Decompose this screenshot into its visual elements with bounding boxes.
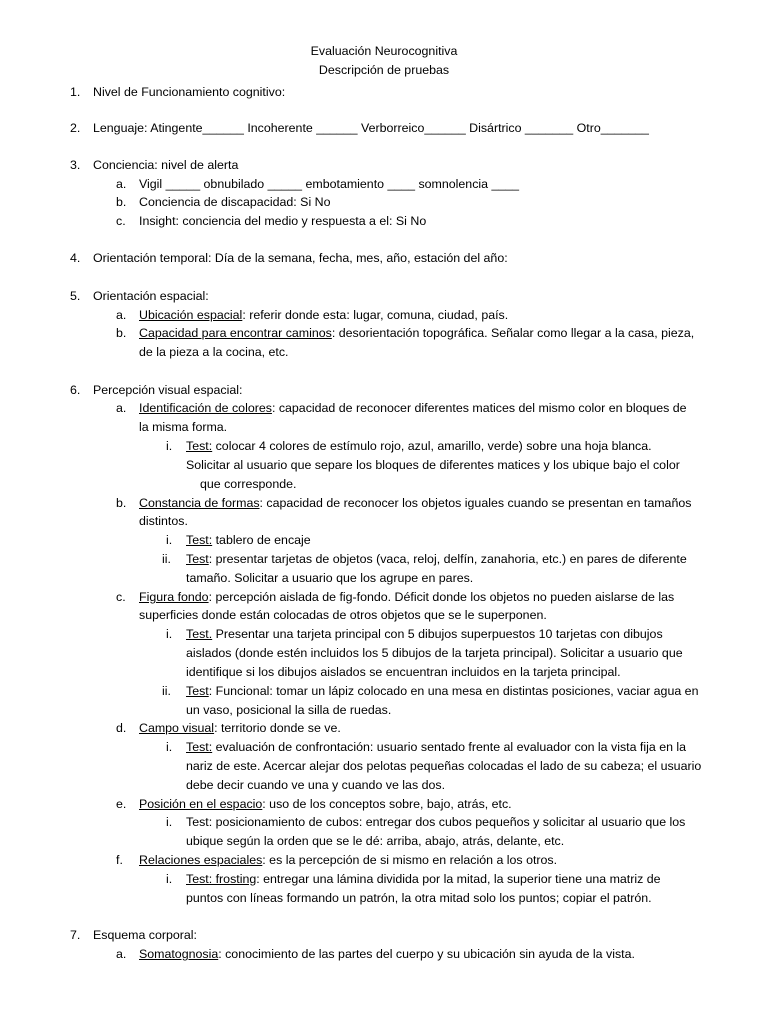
item-marker: a.: [116, 177, 127, 191]
section-7a-body: : conocimiento de las partes del cuerpo y su ubicación sin ayuda de la vista.: [218, 947, 635, 961]
section-6b-text: [139, 494, 691, 513]
section-6f-body: : es la percepción de si mismo en relación a los otros.: [262, 853, 558, 867]
section-4-text: [93, 249, 508, 268]
section-6c-ii-text-cont: un vaso, posicional la silla de ruedas.: [186, 703, 392, 717]
section-7-number: 7.: [70, 928, 81, 942]
section-6e-i-text-cont: ubique según la orden que se le dé: arriba, abajo, atrás, delante, etc.: [186, 834, 565, 848]
section-6c-i-text: [186, 625, 663, 644]
section-6c-body: : percepción aislada de fig-fondo. Déficit donde los objetos no pueden aislarse de las: [208, 590, 675, 604]
item-marker: a.: [116, 401, 127, 415]
section-7-heading: Esquema corporal:: [93, 928, 197, 942]
section-6b-i-text: [186, 531, 311, 550]
section-6e-body: : uso de los conceptos sobre, bajo, atrás, etc.: [262, 797, 512, 811]
section-5-heading: Orientación espacial:: [93, 289, 209, 303]
section-6-heading: Percepción visual espacial:: [93, 383, 243, 397]
section-6a-i-text: [186, 437, 652, 456]
section-6a-text: [139, 399, 687, 418]
section-3b-text: Conciencia de discapacidad: Si No: [139, 195, 331, 209]
section-6b-body: : capacidad de reconocer los objetos iguales cuando se presentan en tamaños: [259, 496, 692, 510]
section-3a-text: Vigil _____ obnubilado _____ embotamiento ____ somnolencia ____: [139, 177, 520, 191]
section-6b-text-cont: distintos.: [139, 514, 188, 528]
term-constancia-formas: Constancia de formas: [139, 496, 260, 510]
section-6d-body: : territorio donde se ve.: [214, 721, 341, 735]
item-marker: c.: [116, 590, 126, 604]
section-6b-ii-text: [186, 550, 687, 569]
subitem-marker: ii.: [162, 684, 171, 698]
item-marker: b.: [116, 195, 127, 209]
section-6d-i-text-cont: nariz de este. Acercar alejar dos pelotas pequeñas colocadas el lado de su cabeza; el usuario: [186, 759, 702, 773]
item-marker: c.: [116, 214, 126, 228]
section-6d-i-text-cont2: debe decir cuando ve una y cuando ve las dos.: [186, 778, 446, 792]
section-6b-i-body: tablero de encaje: [212, 533, 311, 547]
section-5-number: 5.: [70, 289, 81, 303]
section-4-body: Día de la semana, fecha, mes, año, estación del año:: [211, 251, 508, 265]
term-test-frosting: Test: frosting: [186, 872, 257, 886]
section-3-heading: Conciencia: nivel de alerta: [93, 158, 239, 172]
document-subtitle: Descripción de pruebas: [318, 63, 450, 77]
section-6c-i-body: Presentar una tarjeta principal con 5 dibujos superpuestos 10 tarjetas con dibujos: [212, 627, 663, 641]
section-5a-body: : referir donde esta: lugar, comuna, ciudad, país.: [242, 308, 509, 322]
term-identificacion-colores: Identificación de colores: [139, 401, 272, 415]
section-6c-text: [139, 588, 674, 607]
subitem-marker: i.: [166, 439, 173, 453]
item-marker: f.: [116, 853, 123, 867]
subitem-marker: i.: [166, 627, 173, 641]
section-6d-i-body: evaluación de confrontación: usuario sentado frente al evaluador con la vista fija en la: [212, 740, 687, 754]
section-5b-text: [139, 324, 694, 343]
item-marker: e.: [116, 797, 127, 811]
subitem-marker: i.: [166, 872, 173, 886]
term-relaciones-espaciales: Relaciones espaciales: [139, 853, 263, 867]
subitem-marker: ii.: [162, 552, 171, 566]
section-5b-text-cont: de la pieza a la cocina, etc.: [139, 345, 289, 359]
item-marker: a.: [116, 947, 127, 961]
section-6c-i-text-cont2: identifique si los dibujos aislados se encuentran incluidos en la tarjeta principal.: [186, 665, 621, 679]
section-3c-text: Insight: conciencia del medio y respuesta a el: Si No: [139, 214, 427, 228]
section-2-number: 2.: [70, 121, 81, 135]
document-title: Evaluación Neurocognitiva: [310, 44, 458, 58]
term-figura-fondo: Figura fondo: [139, 590, 209, 604]
subitem-marker: i.: [166, 740, 173, 754]
section-4-label: Orientación temporal:: [93, 251, 212, 265]
section-6d-i-text: [186, 738, 686, 757]
section-6f-text: [139, 851, 557, 870]
section-6d-text: [139, 719, 341, 738]
term-posicion-espacio: Posición en el espacio: [139, 797, 263, 811]
section-6f-i-text: [186, 870, 661, 889]
section-6a-text-cont: la misma forma.: [139, 420, 228, 434]
subitem-marker: i.: [166, 533, 173, 547]
section-6f-i-text-cont: puntos con líneas formando un patrón, la otra mitad solo los puntos; copiar el patrón.: [186, 891, 652, 905]
term-ubicacion-espacial: Ubicación espacial: [139, 308, 243, 322]
term-test: Test.: [186, 627, 213, 641]
subitem-marker: i.: [166, 815, 173, 829]
section-6b-ii-text-cont: tamaño. Solicitar a usuario que los agrupe en pares.: [186, 571, 474, 585]
section-6a-body: : capacidad de reconocer diferentes matices del mismo color en bloques de: [271, 401, 687, 415]
item-marker: d.: [116, 721, 127, 735]
section-6a-i-text-cont2: que corresponde.: [200, 477, 297, 491]
term-test: Test: [186, 552, 209, 566]
item-marker: b.: [116, 326, 127, 340]
section-6-number: 6.: [70, 383, 81, 397]
term-test: Test: [186, 684, 209, 698]
section-6c-i-text-cont: aislados (donde estén incluidos los 5 dibujos de la tarjeta principal). Solicitar a usuario que: [186, 646, 683, 660]
section-6c-text-cont: superficies donde están colocadas de otros objetos que se le superponen.: [139, 608, 547, 622]
section-5b-body: : desorientación topográfica. Señalar como llegar a la casa, pieza,: [331, 326, 695, 340]
term-somatognosia: Somatognosia: [139, 947, 219, 961]
term-test: Test:: [186, 740, 213, 754]
section-2-text: Lenguaje: Atingente______ Incoherente ______ Verborreico______ Disártrico _______ Otro_______: [93, 121, 649, 135]
section-6c-ii-text: [186, 682, 698, 701]
section-6b-ii-body: : presentar tarjetas de objetos (vaca, reloj, delfín, zanahoria, etc.) en pares de diferente: [208, 552, 687, 566]
section-3-number: 3.: [70, 158, 81, 172]
item-marker: b.: [116, 496, 127, 510]
section-1-number: 1.: [70, 85, 81, 99]
section-6f-i-body: : entregar una lámina dividida por la mitad, la superior tiene una matriz de: [256, 872, 661, 886]
section-6a-i-text-cont: Solicitar al usuario que separe los bloques de diferentes matices y los ubique bajo el color: [186, 458, 680, 472]
term-test: Test:: [186, 439, 213, 453]
term-test: Test:: [186, 533, 213, 547]
section-6e-text: [139, 795, 512, 814]
term-campo-visual: Campo visual: [139, 721, 215, 735]
term-capacidad-caminos: Capacidad para encontrar caminos: [139, 326, 332, 340]
section-6c-ii-body: : Funcional: tomar un lápiz colocado en una mesa en distintas posiciones, vaciar agua en: [208, 684, 699, 698]
section-4-number: 4.: [70, 251, 81, 265]
item-marker: a.: [116, 308, 127, 322]
section-6e-i-text: Test: posicionamiento de cubos: entregar dos cubos pequeños y solicitar al usuario que los: [186, 815, 686, 829]
section-7a-text: [139, 945, 635, 964]
section-1-heading: Nivel de Funcionamiento cognitivo:: [93, 85, 286, 99]
section-5a-text: [139, 306, 508, 325]
section-6a-i-body: colocar 4 colores de estímulo rojo, azul, amarillo, verde) sobre una hoja blanca.: [212, 439, 652, 453]
